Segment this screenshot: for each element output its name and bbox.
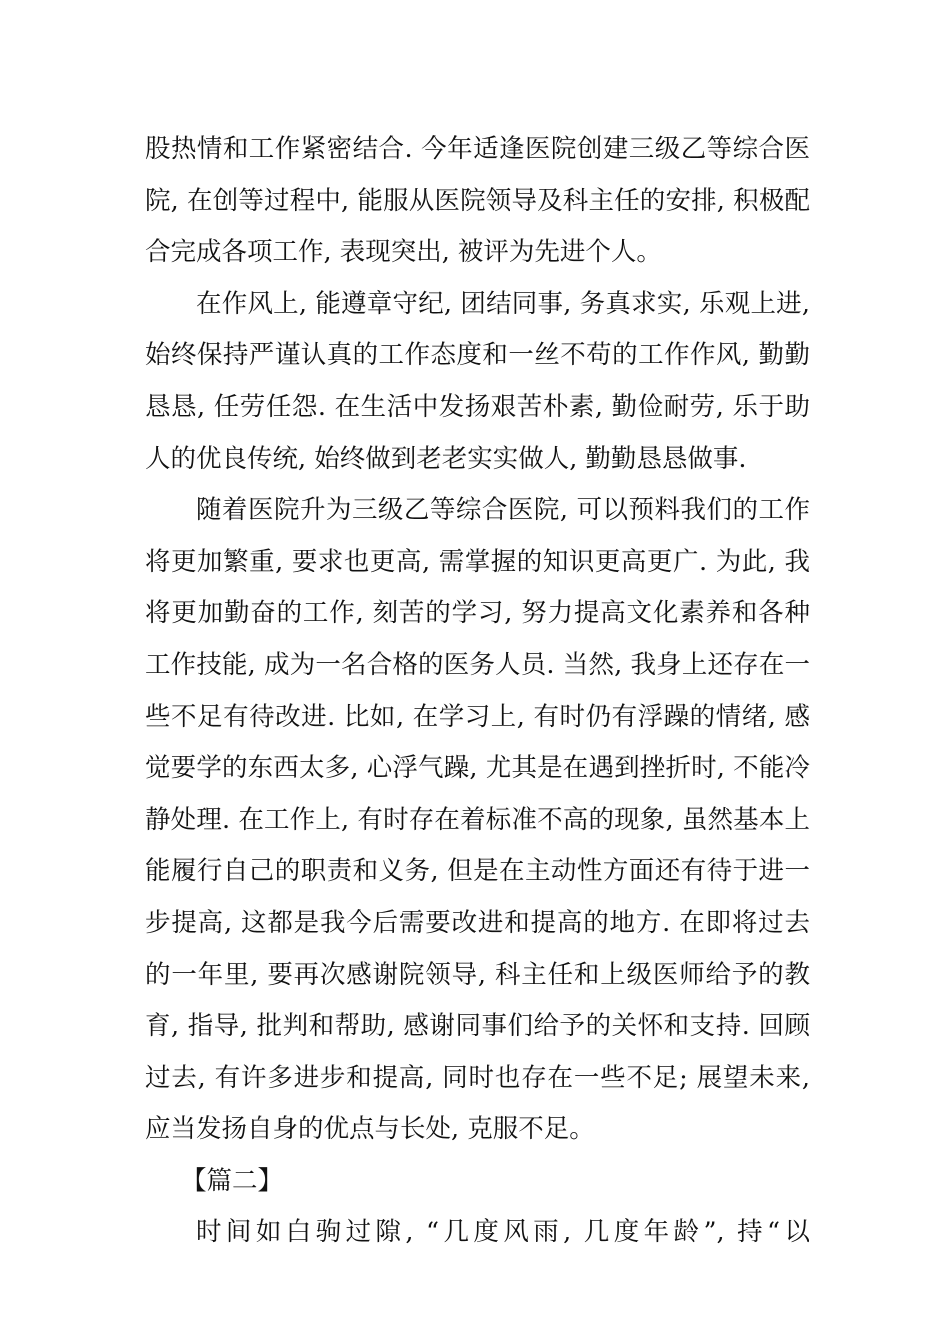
text-line-9: 将更加繁重, 要求也更高, 需掌握的知识更高更广. 为此, 我 [145, 546, 810, 577]
text-line-10: 将更加勤奋的工作, 刻苦的学习, 努力提高文化素养和各种 [145, 598, 810, 629]
text-line-3: 合完成各项工作, 表现突出, 被评为先进个人。 [145, 237, 662, 268]
text-line-6: 恳恳, 任劳任怨. 在生活中发扬艰苦朴素, 勤俭耐劳, 乐于助 [145, 391, 810, 422]
text-line-16: 步提高, 这都是我今后需要改进和提高的地方. 在即将过去 [145, 907, 810, 938]
text-line-11: 工作技能, 成为一名合格的医务人员. 当然, 我身上还存在一 [145, 649, 810, 680]
text-line-19: 过去, 有许多进步和提高, 同时也存在一些不足; 展望未来, [145, 1062, 810, 1093]
text-line-2: 院, 在创等过程中, 能服从医院领导及科主任的安排, 积极配 [145, 185, 810, 216]
text-line-17: 的一年里, 要再次感谢院领导, 科主任和上级医师给予的教 [145, 959, 810, 990]
document-body [145, 124, 810, 1259]
text-line-13: 觉要学的东西太多, 心浮气躁, 尤其是在遇到挫折时, 不能冷 [145, 753, 810, 784]
text-line-1: 股热情和工作紧密结合. 今年适逢医院创建三级乙等综合医 [145, 134, 810, 164]
text-line-18: 育, 指导, 批判和帮助, 感谢同事们给予的关怀和支持. 回顾 [145, 1011, 810, 1042]
text-line-5: 始终保持严谨认真的工作态度和一丝不苟的工作作风, 勤勤 [145, 340, 810, 371]
text-line-12: 些不足有待改进. 比如, 在学习上, 有时仍有浮躁的情绪, 感 [145, 701, 810, 732]
section-heading: 【篇二】 [181, 1165, 284, 1196]
paragraph-start-line: 随着医院升为三级乙等综合医院, 可以预料我们的工作 [196, 495, 810, 526]
paragraph-start-line: 时间如白驹过隙, “几度风雨, 几度年龄”, 持“以 [196, 1217, 810, 1248]
text-line-20: 应当发扬自身的优点与长处, 克服不足。 [145, 1114, 595, 1145]
text-line-14: 静处理. 在工作上, 有时存在着标准不高的现象, 虽然基本上 [145, 804, 810, 835]
paragraph-start-line: 在作风上, 能遵章守纪, 团结同事, 务真求实, 乐观上进, [196, 288, 810, 319]
text-line-7: 人的优良传统, 始终做到老老实实做人, 勤勤恳恳做事. [145, 443, 747, 474]
text-line-15: 能履行自己的职责和义务, 但是在主动性方面还有待于进一 [145, 856, 810, 887]
